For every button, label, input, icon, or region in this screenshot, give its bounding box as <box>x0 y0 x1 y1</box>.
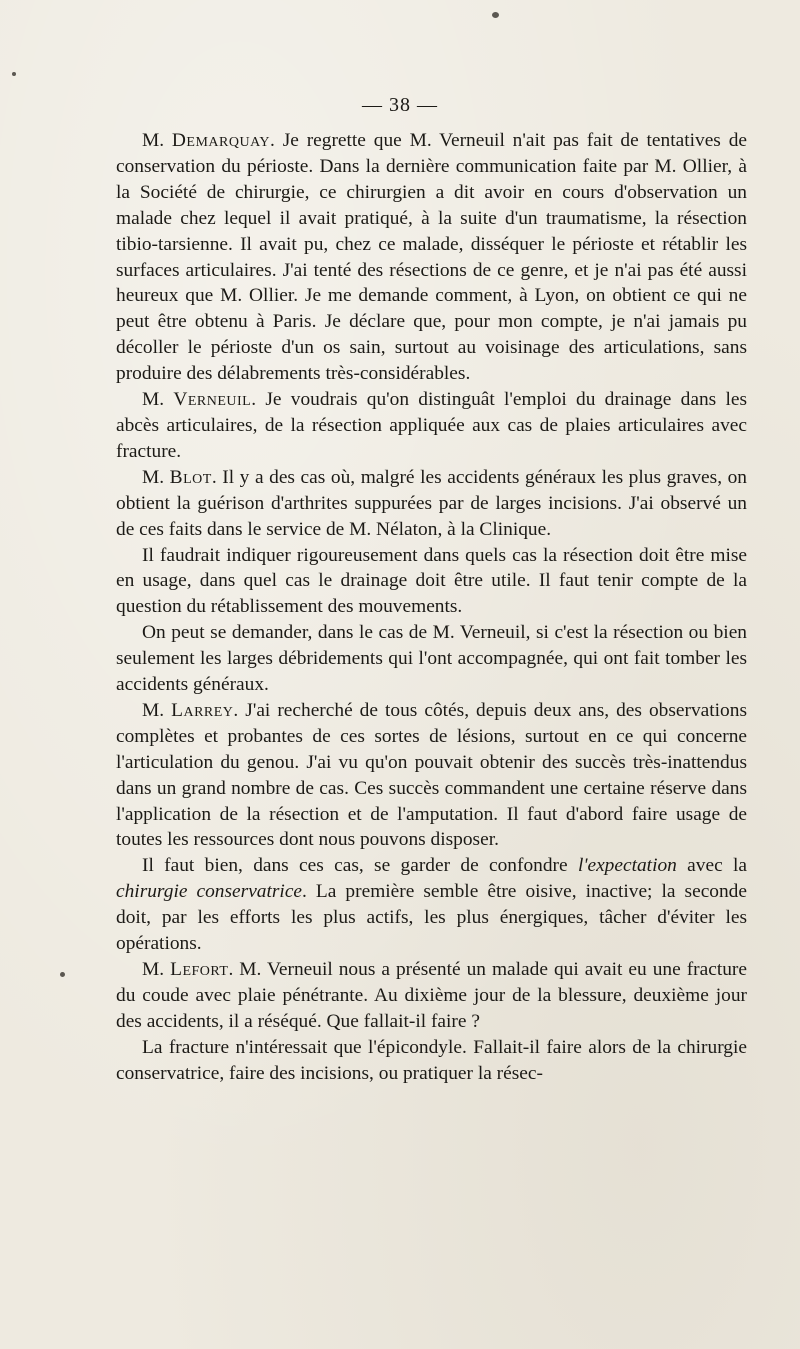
paragraph-text: On peut se demander, dans le cas de M. Verneuil, si c'est la résection ou bien seulement les larges débridements qui l'ont accompagnée, qui ont fait tomber les accidents généraux. <box>116 622 747 696</box>
paragraph-text: Il faudrait indiquer rigoureusement dans quels cas la résection doit être mise en usage, dans quel cas le drainage doit être utile. Il faut tenir compte de la question du rétablissement des mouvements. <box>116 544 747 618</box>
speaker-name: Larrey <box>171 699 234 721</box>
page-number: — 38 — <box>362 94 438 116</box>
speaker-suffix: . <box>251 389 257 411</box>
speaker-prefix: M. <box>142 699 172 721</box>
speaker-prefix: M. <box>142 130 172 151</box>
speaker-suffix: . <box>270 130 275 151</box>
speaker-suffix: . <box>228 959 234 980</box>
paragraph-verneuil <box>116 387 747 465</box>
ink-spot <box>12 72 16 76</box>
paragraph-text-middle: avec la <box>676 855 747 877</box>
paragraph-text: La fracture n'intéressait que l'épicondyle. Fallait-il faire alors de la chirurgie conservatrice, faire des incisions, ou pratiquer la résec- <box>116 1036 747 1084</box>
paragraph-blot <box>116 465 747 543</box>
speaker-name: Blot <box>169 466 212 488</box>
speaker-suffix: . <box>211 466 217 488</box>
paragraph-text: Je regrette que M. Verneuil n'ait pas fait de tentatives de conservation du périoste. Dans la dernière communication faite par M. Ollier, à la Société de chirurgie, ce chirurgien a dit avoir en cours d'observation un malade chez lequel il avait pratiqué, à la suite d'un traumatisme, la résection tibio-tarsienne. Il avait pu, chez ce malade, disséquer le périoste et rétablir les surfaces articulaires. J'ai tenté des résections de ce genre, et je n'ai pas été aussi heureux que M. Ollier. Je me demande comment, à Lyon, on obtient ce qui ne peut être obtenu à Paris. Je déclare que, pour mon compte, je n'ai jamais pu décoller le périoste d'un os sain, surtout au voisinage des articulations, sans produire des délabrements très-considérables. <box>116 130 747 385</box>
speaker-name: Demarquay <box>171 130 271 151</box>
speaker-prefix: M. <box>142 959 171 980</box>
ink-spot <box>492 12 499 18</box>
paragraph-larrey <box>116 698 747 853</box>
paragraph-larrey-continued <box>116 853 747 957</box>
paragraph-text-before: Il faut bien, dans ces cas, se garder de confondre <box>142 855 578 877</box>
speaker-suffix: . <box>233 699 239 721</box>
body-text <box>116 128 747 1087</box>
paragraph-blot-question <box>116 620 747 698</box>
paragraph-text: J'ai recherché de tous côtés, depuis deux ans, des observations complètes et probantes de ces sortes de lésions, surtout en ce qui concerne l'articulation du genou. J'ai vu qu'on pouvait obtenir des succès très-inattendus dans un grand nombre de cas. Ces succès commandent une certaine réserve dans l'application de la résection et de l'amputation. Il faut d'abord faire usage de toutes les ressources dont nous pouvons disposer. <box>116 699 747 851</box>
paragraph-text: M. Verneuil nous a présenté un malade qui avait eu une fracture du coude avec plaie pénétrante. Au dixième jour de la blessure, deuxième jour des accidents, il a réséqué. Que fallait-il faire ? <box>116 959 747 1032</box>
paragraph-blot-continued <box>116 543 747 621</box>
speaker-prefix: M. <box>142 389 174 411</box>
paragraph-text-after: . La première semble être oisive, inactive; la seconde doit, par les efforts les plus actifs, les plus énergiques, tâcher d'éviter les opérations. <box>116 881 747 955</box>
speaker-prefix: M. <box>142 466 170 488</box>
paragraph-lefort <box>116 957 747 1035</box>
paragraph-text: Je voudrais qu'on distinguât l'emploi du drainage dans les abcès articulaires, de la résection appliquée aux cas de plaies articulaires avec fracture. <box>116 389 747 462</box>
paragraph-text: Il y a des cas où, malgré les accidents généraux les plus graves, on obtient la guérison d'arthrites suppurées par de larges incisions. J'ai observé un de ces faits dans le service de M. Nélaton, à la Clinique. <box>116 466 748 540</box>
speaker-name: Lefort <box>170 959 229 980</box>
paragraph-demarquay <box>116 128 747 387</box>
paragraph-lefort-continued <box>116 1035 747 1087</box>
ink-spot <box>60 972 65 977</box>
emphasis-chirurgie-conservatrice: chirurgie conservatrice <box>116 881 303 903</box>
emphasis-expectation: l'expectation <box>577 855 677 877</box>
speaker-name: Verneuil <box>173 389 252 411</box>
